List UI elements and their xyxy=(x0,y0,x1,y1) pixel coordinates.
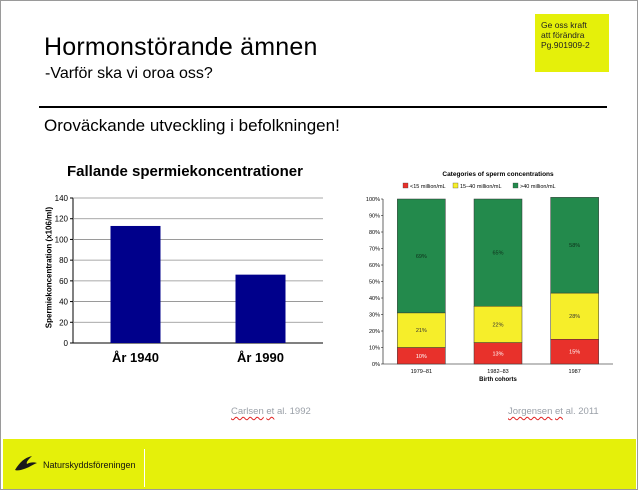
left-chart-citation xyxy=(231,406,311,417)
y-tick-label: 10% xyxy=(368,345,380,352)
y-tick-label: 50% xyxy=(368,279,380,286)
y-tick-label: 70% xyxy=(368,246,380,253)
y-tick-label: 30% xyxy=(368,312,380,319)
y-tick-label: 40 xyxy=(59,297,68,307)
chart-title: Categories of sperm concentrations xyxy=(442,171,554,178)
y-tick-label: 140 xyxy=(54,194,68,203)
badge-line: Pg.901909-2 xyxy=(541,40,590,50)
title-divider xyxy=(39,106,607,108)
slide-subtitle: -Varför ska vi oroa oss? xyxy=(45,65,213,82)
y-tick-label: 0% xyxy=(372,362,380,368)
data-label: 65% xyxy=(492,250,504,257)
slide-title: Hormonstörande ämnen xyxy=(44,33,318,61)
y-tick-label: 100 xyxy=(54,235,68,245)
legend-label: <15 million/mL xyxy=(410,184,446,190)
y-tick-label: 80 xyxy=(59,256,68,266)
legend-swatch xyxy=(513,183,518,188)
bird-logo-icon xyxy=(14,454,38,474)
data-label: 21% xyxy=(415,328,427,335)
x-tick-label: 1979–81 xyxy=(410,369,433,375)
x-tick-label: År 1940 xyxy=(112,350,159,365)
badge-line: att förändra xyxy=(541,30,585,40)
bar xyxy=(236,275,286,343)
y-tick-label: 0 xyxy=(63,339,68,348)
footer-org-name: Naturskyddsföreningen xyxy=(43,460,136,470)
y-tick-label: 40% xyxy=(368,296,380,302)
citation-rest: al. 2011 xyxy=(562,406,599,417)
citation-author: Carlsen xyxy=(231,406,264,417)
data-label: 10% xyxy=(415,353,427,360)
y-tick-label: 80% xyxy=(368,230,380,236)
citation-author: Jorgensen xyxy=(508,406,553,417)
footer-divider xyxy=(144,449,145,487)
x-axis-label: Birth cohorts xyxy=(479,377,517,383)
y-tick-label: 60 xyxy=(59,276,68,286)
right-chart-citation xyxy=(508,406,599,417)
legend-swatch xyxy=(403,183,408,188)
y-tick-label: 60% xyxy=(368,263,380,269)
y-tick-label: 100% xyxy=(365,197,380,203)
slide xyxy=(3,2,636,489)
data-label: 13% xyxy=(492,351,504,358)
legend-label: >40 million/mL xyxy=(520,184,556,190)
x-tick-label: År 1990 xyxy=(237,350,284,365)
right-stacked-chart xyxy=(363,167,623,397)
citation-et: et xyxy=(555,406,563,417)
y-tick-label: 20 xyxy=(59,318,68,328)
left-bar-chart xyxy=(33,188,333,378)
data-label: 22% xyxy=(492,322,504,329)
slogan-badge xyxy=(535,14,609,72)
legend-swatch xyxy=(453,183,458,188)
y-tick-label: 120 xyxy=(54,214,68,224)
section-heading: Oroväckande utveckling i befolkningen! xyxy=(44,116,340,135)
y-tick-label: 90% xyxy=(368,213,380,220)
legend-label: 15–40 million/mL xyxy=(460,184,502,190)
bar xyxy=(111,226,161,343)
y-tick-label: 20% xyxy=(368,329,380,335)
left-chart-title: Fallande spermiekoncentrationer xyxy=(67,163,303,180)
x-tick-label: 1987 xyxy=(568,369,581,375)
citation-rest: al. 1992 xyxy=(274,406,311,417)
data-label: 28% xyxy=(569,314,581,321)
citation-et: et xyxy=(266,406,275,417)
data-label: 58% xyxy=(569,243,581,250)
data-label: 69% xyxy=(415,253,427,260)
badge-line: Ge oss kraft xyxy=(541,20,587,30)
data-label: 15% xyxy=(569,349,581,356)
x-tick-label: 1982–83 xyxy=(487,369,509,375)
left-chart-ylabel: Spermiekoncentration (x106/ml) xyxy=(44,206,54,329)
